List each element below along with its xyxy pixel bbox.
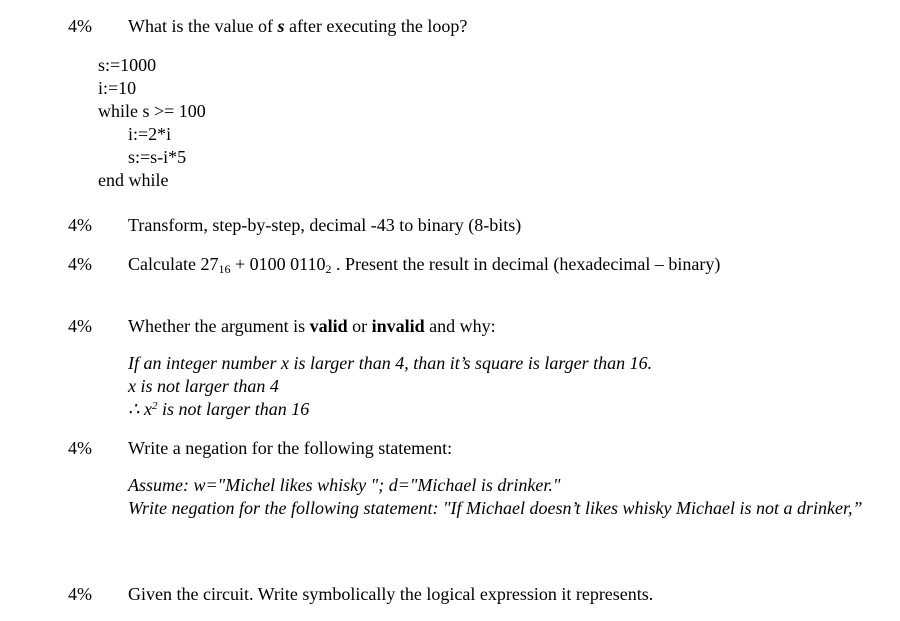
question-6-prompt: Given the circuit. Write symbolically the logical expression it represents. xyxy=(128,584,654,604)
question-1-percent: 4% xyxy=(68,16,92,36)
question-4-prompt xyxy=(128,315,496,337)
q4-premise-2: x is not larger than 4 xyxy=(128,376,279,396)
q1-variable-s: s xyxy=(277,16,285,36)
q4-prompt-pre: Whether the argument is xyxy=(128,316,310,336)
question-6-percent: 4% xyxy=(68,584,92,604)
question-4-percent: 4% xyxy=(68,316,92,336)
q4-argument-block xyxy=(128,352,652,421)
code-line-2: i:=10 xyxy=(98,78,137,98)
question-3-prompt xyxy=(128,253,720,275)
question-1-prompt xyxy=(128,15,467,37)
q5-assume-line: Assume: w="Michel likes whisky "; d="Michael is drinker." xyxy=(128,475,561,495)
question-2-percent: 4% xyxy=(68,215,92,235)
code-line-1: s:=1000 xyxy=(98,55,157,75)
q4-premise-1: If an integer number x is larger than 4, than it’s square is larger than 16. xyxy=(128,353,653,373)
q1-prompt-pre: What is the value of xyxy=(128,16,278,36)
q4-conclusion-superscript: 2 xyxy=(151,400,158,412)
q3-prompt-mid: + 0100 0110 xyxy=(230,254,326,274)
q1-prompt-post: after executing the loop? xyxy=(284,16,468,36)
q5-statement-line: Write negation for the following statement: "If Michael doesn’t likes whisky Michael is not a drinker,” xyxy=(128,498,863,518)
q1-code-block xyxy=(98,54,206,192)
code-line-4: i:=2*i xyxy=(128,124,172,144)
question-2-prompt: Transform, step-by-step, decimal -43 to binary (8-bits) xyxy=(128,215,522,235)
question-3-percent: 4% xyxy=(68,254,92,274)
question-5-percent: 4% xyxy=(68,438,92,458)
question-5-prompt: Write a negation for the following statement: xyxy=(128,438,453,458)
q3-prompt-post: . Present the result in decimal (hexadecimal – binary) xyxy=(331,254,721,274)
q4-prompt-post: and why: xyxy=(424,316,496,336)
code-line-5: s:=s-i*5 xyxy=(128,147,187,167)
q4-conclusion-pre: ∴ x xyxy=(128,399,152,419)
q4-prompt-mid: or xyxy=(347,316,372,336)
q4-conclusion xyxy=(128,398,652,421)
code-line-6: end while xyxy=(98,170,169,190)
code-line-3: while s >= 100 xyxy=(98,101,206,121)
q3-binary-subscript: 2 xyxy=(325,262,332,276)
q3-prompt-pre: Calculate 27 xyxy=(128,254,219,274)
q4-conclusion-post: is not larger than 16 xyxy=(157,399,310,419)
q4-valid-word: valid xyxy=(309,316,348,336)
q4-invalid-word: invalid xyxy=(371,316,425,336)
q3-hex-subscript: 16 xyxy=(218,262,231,276)
q5-statement-block xyxy=(128,474,863,520)
